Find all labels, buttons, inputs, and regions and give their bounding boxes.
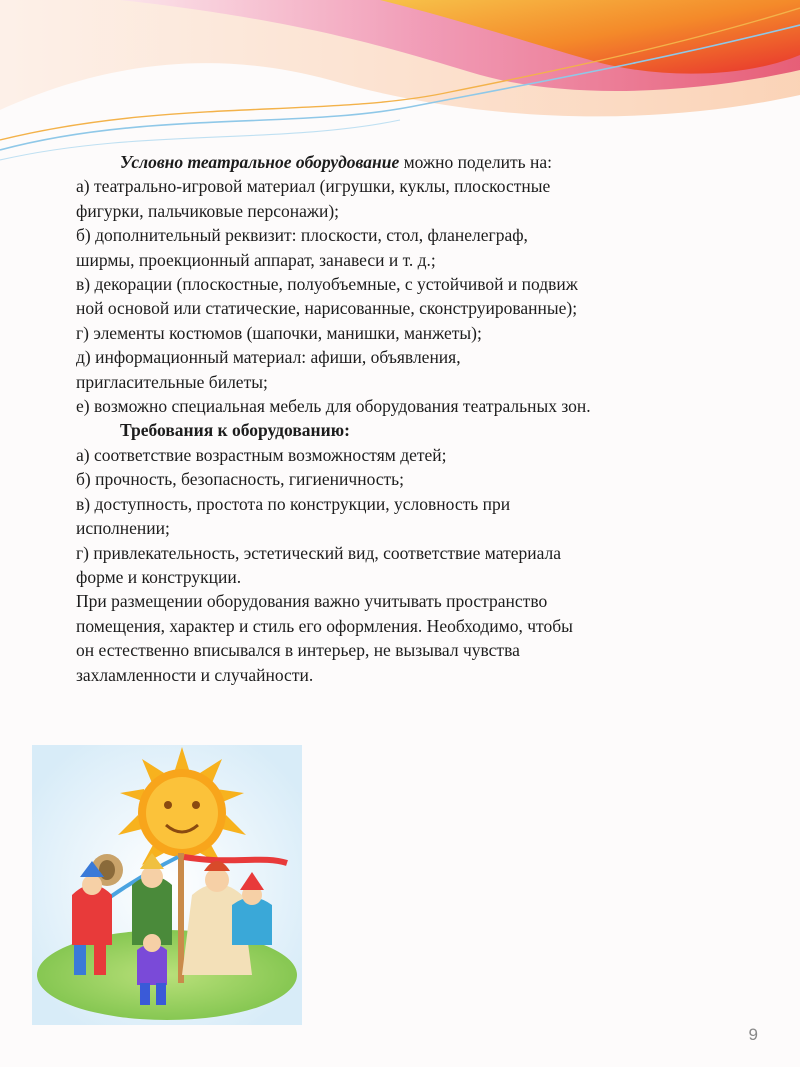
requirement-line: исполнении; (76, 518, 170, 539)
category-line: д) информационный материал: афиши, объявления, (76, 347, 461, 368)
requirement-line: а) соответствие возрастным возможностям детей; (76, 444, 447, 465)
category-line: б) дополнительный реквизит: плоскости, стол, фланелеграф, (76, 225, 528, 246)
category-line: пригласительные билеты; (76, 371, 268, 392)
closing-line: он естественно вписывался в интерьер, не вызывал чувства (76, 640, 520, 661)
category-line: фигурки, пальчиковые персонажи); (76, 200, 340, 221)
category-line: в) декорации (плоскостные, полуобъемные, с устойчивой и подвиж (76, 274, 578, 295)
requirement-line: форме и конструкции. (76, 566, 242, 587)
sun-and-dancing-characters-illustration (32, 745, 302, 1025)
category-line: а) театрально-игровой материал (игрушки, куклы, плоскостные (76, 176, 551, 197)
category-line: ной основой или статические, нарисованные, сконструированные); (76, 298, 578, 319)
closing-line: помещения, характер и стиль его оформления. Необходимо, чтобы (76, 615, 573, 636)
requirement-line: б) прочность, безопасность, гигиеничность; (76, 469, 405, 490)
category-line: г) элементы костюмов (шапочки, манишки, манжеты); (76, 322, 482, 343)
intro-rest: можно поделить на: (399, 152, 552, 172)
closing-line: При размещении оборудования важно учитывать пространство (76, 591, 548, 612)
requirements-heading: Требования к оборудованию: (120, 420, 350, 441)
content-text (76, 150, 736, 687)
requirement-line: в) доступность, простота по конструкции, условность при (76, 493, 511, 514)
page-number: 9 (748, 1025, 758, 1044)
requirement-line: г) привлекательность, эстетический вид, соответствие материала (76, 542, 562, 563)
category-line: е) возможно специальная мебель для оборудования театральных зон. (76, 396, 591, 417)
category-line: ширмы, проекционный аппарат, занавеси и т. д.; (76, 249, 436, 270)
intro-term: Условно театральное оборудование (120, 152, 400, 172)
intro-line (76, 150, 736, 174)
closing-line: захламленности и случайности. (76, 664, 314, 685)
